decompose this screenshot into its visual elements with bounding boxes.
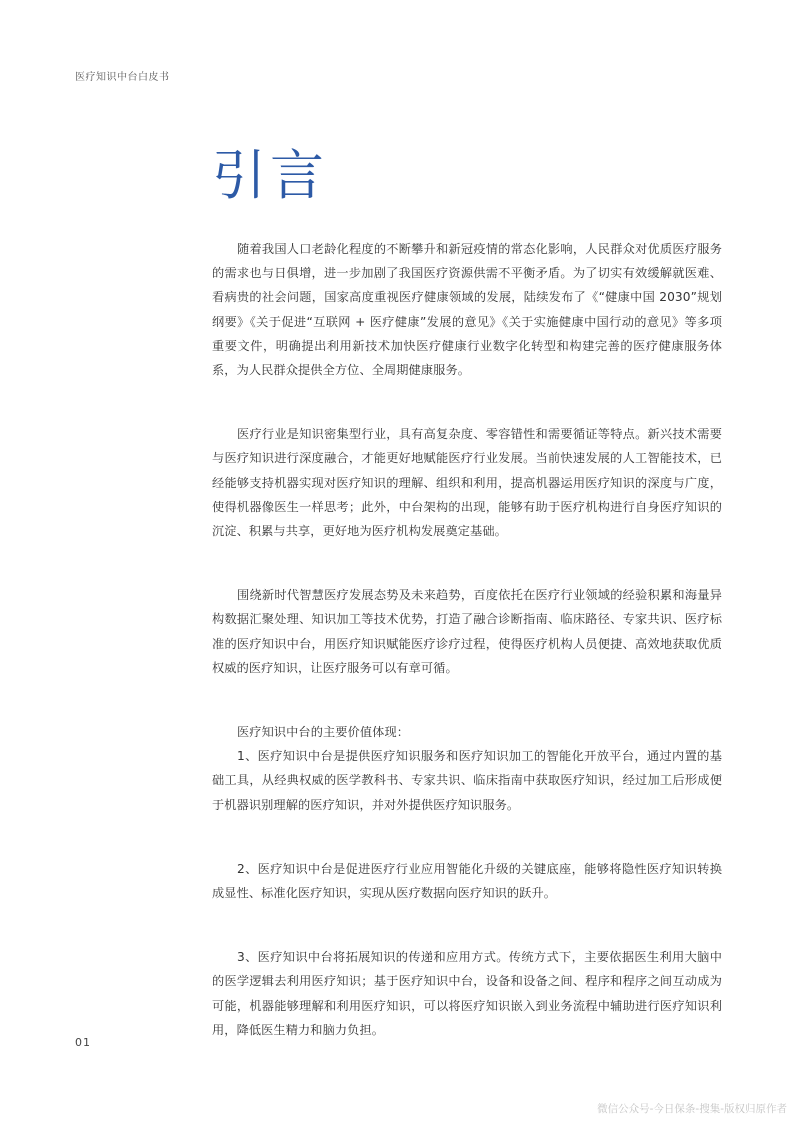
page-title: 引言 <box>212 144 328 207</box>
paragraph-intro-3: 围绕新时代智慧医疗发展态势及未来趋势，百度依托在医疗行业领域的经验积累和海量异构数据汇聚处理、知识加工等技术优势，打造了融合诊断指南、临床路径、专家共识、医疗标准的医疗知识中台，用医疗知识赋能医疗诊疗过程，使得医疗机构人员便捷、高效地获取优质权威的医疗知识，让医疗服务可以有章可循。 <box>212 588 722 675</box>
page-number: 01 <box>75 1036 91 1049</box>
value-item-3: 3、医疗知识中台将拓展知识的传递和应用方式。传统方式下，主要依据医生利用大脑中的医学逻辑去利用医疗知识；基于医疗知识中台，设备和设备之间、程序和程序之间互动成为可能，机器能够理解和利用医疗知识，可以将医疗知识嵌入到业务流程中辅助进行医疗知识利用，降低医生精力和脑力负担。 <box>212 950 722 1037</box>
value-item-2: 2、医疗知识中台是促进医疗行业应用智能化升级的关键底座，能够将隐性医疗知识转换成显性、标准化医疗知识，实现从医疗数据向医疗知识的跃升。 <box>212 861 722 901</box>
paragraph-intro-2: 医疗行业是知识密集型行业，具有高复杂度、零容错性和需要循证等特点。新兴技术需要与医疗知识进行深度融合，才能更好地赋能医疗行业发展。当前快速发展的人工智能技术，已经能够支持机器实现对医疗知识的理解、组织和利用，提高机器运用医疗知识的深度与广度，使得机器像医生一样思考；此外，中台架构的出现，能够有助于医疗机构进行自身医疗知识的沉淀、积累与共享，更好地为医疗机构发展奠定基础。 <box>212 427 722 539</box>
paragraph-intro-1: 随着我国人口老龄化程度的不断攀升和新冠疫情的常态化影响，人民群众对优质医疗服务的需求也与日俱增，进一步加剧了我国医疗资源供需不平衡矛盾。为了切实有效缓解就医难、看病贵的社会问题，国家高度重视医疗健康领域的发展，陆续发布了《“健康中国 2030”规划纲要》《关于促进“互联网 + 医疗健康”发展的意见》《关于实施健康中国行动的意见》等多项重要文件，明确提出利用新技术加快医疗健康行业数字化转型和构建完善的医疗健康服务体系，为人民群众提供全方位、全周期健康服务。 <box>212 242 722 378</box>
main-content <box>212 237 722 1082</box>
values-intro: 医疗知识中台的主要价值体现： <box>237 725 410 740</box>
watermark: 微信公众号-今日保条-搜集-版权归原作者 <box>597 1103 787 1115</box>
value-item-1: 1、医疗知识中台是提供医疗知识服务和医疗知识加工的智能化开放平台，通过内置的基础工具，从经典权威的医学教科书、专家共识、临床指南中获取医疗知识，经过加工后形成便于机器识别理解的医疗知识，并对外提供医疗知识服务。 <box>212 749 722 812</box>
document-header: 医疗知识中台白皮书 <box>75 72 170 83</box>
